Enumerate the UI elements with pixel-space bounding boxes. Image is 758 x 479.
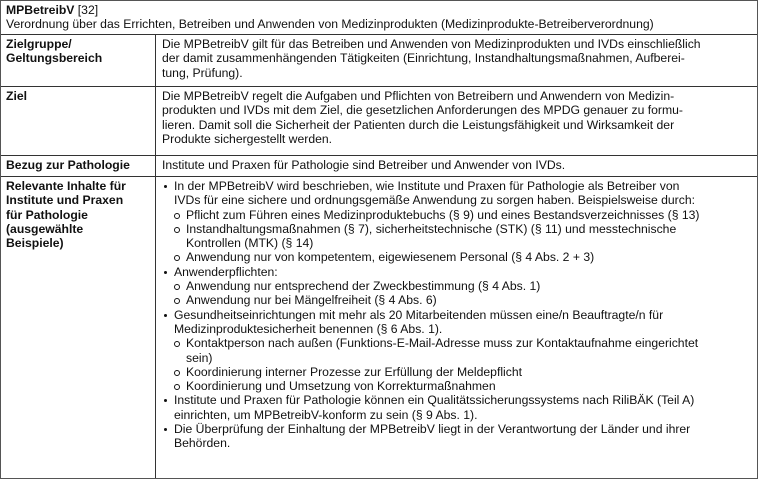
bullet-item	[162, 179, 752, 208]
sub-bullet-item	[162, 279, 752, 293]
bullet-item	[162, 265, 752, 279]
table-row-ziel	[1, 87, 757, 156]
table-row-relevante-inhalte	[1, 177, 757, 478]
text-line: Institute und Praxen für Pathologie können ein Qualitätssicherungssystems nach RiliBÄK (Teil A)	[174, 393, 695, 408]
bullet-item	[162, 308, 752, 337]
bullet-list	[162, 179, 752, 451]
text-line: Produkte sichergestellt werden.	[162, 131, 333, 146]
text-line: Anwendung nur von kompetentem, eigewiesenem Personal (§ 4 Abs. 2 + 3)	[186, 250, 595, 265]
row-value	[156, 156, 757, 176]
text-line: der damit zusammenhängenden Tätigkeiten (Einrichtung, Instandhaltungsmaßnahmen, Aufberei-	[162, 51, 685, 66]
text-line: Die MPBetreibV regelt die Aufgaben und Pflichten von Betreibern und Anwendern von Medizin-	[162, 89, 675, 103]
row-label	[1, 177, 156, 478]
bullet-item	[162, 393, 752, 422]
label-line: Geltungsbereich	[6, 51, 103, 66]
row-label	[1, 87, 156, 155]
text-line: Die MPBetreibV gilt für das Betreiben und Anwenden von Medizinprodukten und IVDs einschließlich	[162, 37, 701, 51]
label-line: Ziel	[6, 89, 27, 103]
label-line: (ausgewählte	[6, 221, 84, 236]
row-label	[1, 35, 156, 86]
text-line: Anwenderpflichten:	[174, 264, 278, 279]
text-line: IVDs für eine sichere und ordnungsgemäße Anwendung zu sorgen haben. Beispielsweise durch:	[174, 193, 695, 208]
label-line: Relevante Inhalte für	[6, 179, 126, 193]
text-line: lieren. Damit soll die Sicherheit der Patienten durch die Leistungsfähigkeit und Wirksamkeit der	[162, 117, 675, 132]
label-line: Zielgruppe/	[6, 37, 72, 51]
sub-bullet-item	[162, 222, 752, 251]
text-line: Institute und Praxen für Pathologie sind Betreiber und Anwender von IVDs.	[162, 158, 566, 172]
table-row-bezug	[1, 156, 757, 177]
row-value	[156, 35, 757, 86]
text-line: tung, Prüfung).	[162, 65, 243, 80]
text-line: Kontrollen (MTK) (§ 14)	[186, 236, 314, 251]
text-line: Medizinproduktesicherheit benennen (§ 6 Abs. 1).	[174, 321, 443, 336]
sub-bullet-item	[162, 250, 752, 264]
sub-bullet-item	[162, 379, 752, 393]
text-line: Koordinierung interner Prozesse zur Erfüllung der Meldepflicht	[186, 364, 523, 379]
text-line: sein)	[186, 350, 213, 365]
text-line: Instandhaltungsmaßnahmen (§ 7), sicherheitstechnische (STK) (§ 11) und messtechnische	[186, 221, 677, 236]
text-line: einrichten, um MPBetreibV-konform zu sein (§ 9 Abs. 1).	[174, 407, 478, 422]
text-line: Die Überprüfung der Einhaltung der MPBetreibV liegt in der Verantwortung der Länder und ihrer	[174, 422, 691, 437]
row-value	[156, 87, 757, 155]
label-line: Bezug zur Pathologie	[6, 158, 130, 172]
table-header	[1, 1, 757, 35]
text-line: Gesundheitseinrichtungen mit mehr als 20 Mitarbeitenden müssen eine/n Beauftragte/n für	[174, 307, 664, 322]
sub-bullet-item	[162, 336, 752, 365]
text-line: produkten und IVDs mit dem Ziel, die gesetzlichen Anforderungen des MPDG genauer zu formu-	[162, 103, 683, 118]
table-row-zielgruppe	[1, 35, 757, 87]
row-label	[1, 156, 156, 176]
regulation-abbreviation: MPBetreibV	[6, 3, 75, 17]
regulation-full-title: Verordnung über das Errichten, Betreiben und Anwenden von Medizinprodukten (Medizinprodukte-Betreiberverordnung)	[6, 17, 654, 32]
row-value	[156, 177, 757, 478]
text-line: Behörden.	[174, 436, 231, 451]
text-line: Kontaktperson nach außen (Funktions-E-Mail-Adresse muss zur Kontaktaufnahme eingerichtet	[186, 336, 699, 351]
text-line: Koordinierung und Umsetzung von Korrekturmaßnahmen	[186, 379, 496, 394]
header-title-line	[6, 3, 752, 17]
text-line: In der MPBetreibV wird beschrieben, wie Institute und Praxen für Pathologie als Betreiber von	[174, 179, 680, 193]
label-line: für Pathologie	[6, 207, 88, 222]
label-line: Beispiele)	[6, 236, 64, 251]
sub-bullet-item	[162, 293, 752, 307]
sub-bullet-item	[162, 208, 752, 222]
text-line: Anwendung nur bei Mängelfreiheit (§ 4 Abs. 6)	[186, 293, 437, 308]
reference-number: [32]	[77, 3, 99, 17]
text-line: Pflicht zum Führen eines Medizinproduktebuchs (§ 9) und eines Bestandsverzeichnisses (§ 13)	[186, 207, 700, 222]
text-line: Anwendung nur entsprechend der Zweckbestimmung (§ 4 Abs. 1)	[186, 279, 541, 294]
bullet-item	[162, 422, 752, 451]
sub-bullet-item	[162, 365, 752, 379]
label-line: Institute und Praxen	[6, 193, 124, 208]
